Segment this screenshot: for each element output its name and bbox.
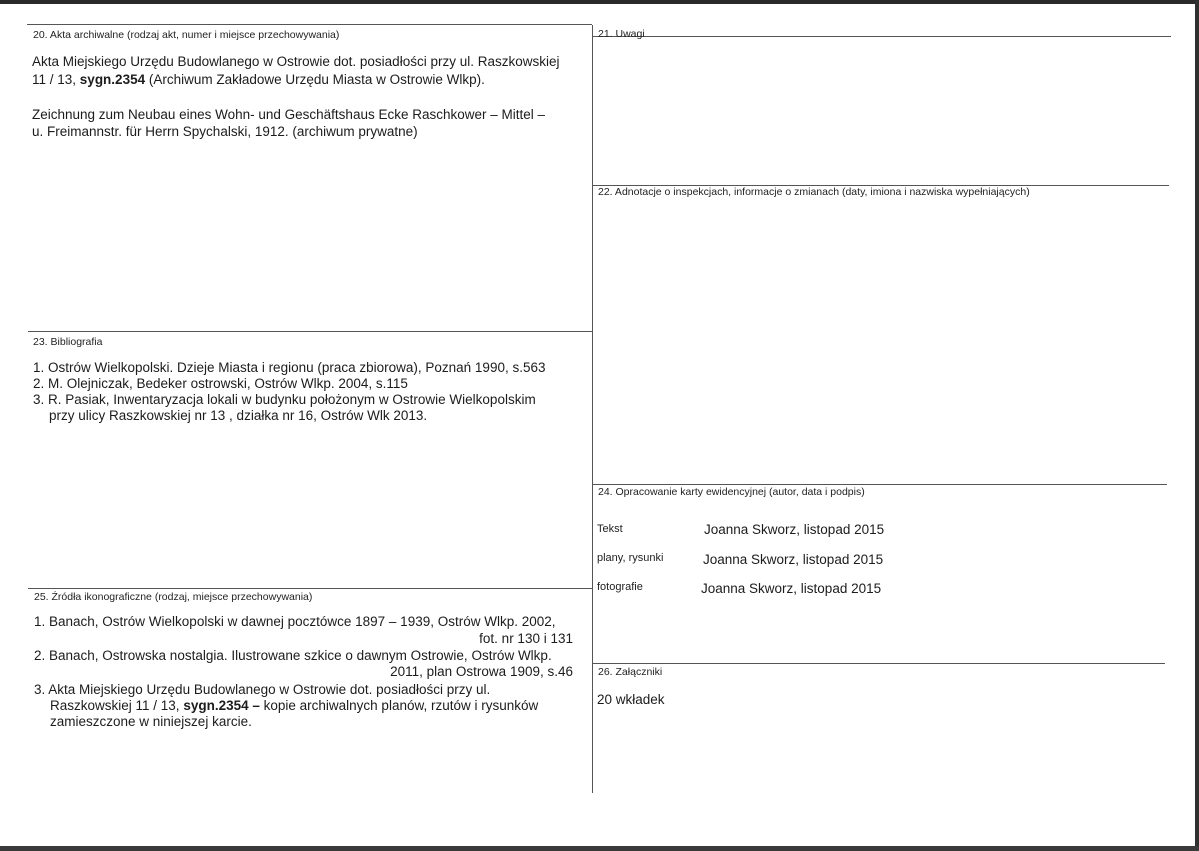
section-22-label: 22. Adnotacje o inspekcjach, informacje o zmianach (daty, imiona i nazwiska wypełniających) <box>598 186 1030 198</box>
section-21-label: 21. Uwagi <box>598 28 645 40</box>
section-20-paragraph-2-line-1: Zeichnung zum Neubau eines Wohn- und Geschäftshaus Ecke Raschkower – Mittel – <box>32 107 546 122</box>
bibliography-item-3: 3. R. Pasiak, Inwentaryzacja lokali w budynku położonym w Ostrowie Wielkopolskim <box>33 392 536 407</box>
iconographic-item-1-line-2: fot. nr 130 i 131 <box>479 631 573 646</box>
column-divider <box>592 25 593 793</box>
section-20-paragraph-1-line-2: 11 / 13, sygn.2354 (Archiwum Zakładowe Urzędu Miasta w Ostrowie Wlkp). <box>32 72 485 87</box>
author-row-key-photos: fotografie <box>597 581 643 593</box>
section-20-paragraph-1-line-1: Akta Miejskiego Urzędu Budowlanego w Ostrowie dot. posiadłości przy ul. Raszkowskiej <box>32 54 560 69</box>
section-20-label: 20. Akta archiwalne (rodzaj akt, numer i miejsce przechowywania) <box>33 29 340 41</box>
scan-top-edge <box>0 0 1199 4</box>
section-26-rule <box>593 663 1165 664</box>
iconographic-item-3-line-3: zamieszczone w niniejszej karcie. <box>50 714 252 729</box>
scan-right-edge <box>1195 0 1199 851</box>
scan-bottom-edge <box>0 846 1199 851</box>
section-23-label: 23. Bibliografia <box>33 336 103 348</box>
iconographic-item-3-line-2: Raszkowskiej 11 / 13, sygn.2354 – kopie archiwalnych planów, rzutów i rysunków <box>50 698 539 713</box>
iconographic-item-1-line-1: 1. Banach, Ostrów Wielkopolski w dawnej pocztówce 1897 – 1939, Ostrów Wlkp. 2002, <box>34 614 556 629</box>
section-20-paragraph-2-line-2: u. Freimannstr. für Herrn Spychalski, 1912. (archiwum prywatne) <box>32 124 418 139</box>
iconographic-item-2-line-1: 2. Banach, Ostrowska nostalgia. Ilustrowane szkice o dawnym Ostrowie, Ostrów Wlkp. <box>34 648 552 663</box>
section-24-rule <box>593 484 1167 485</box>
section-26-label: 26. Załączniki <box>598 666 663 678</box>
iconographic-item-2-line-2: 2011, plan Ostrowa 1909, s.46 <box>390 664 573 679</box>
author-row-value-text: Joanna Skworz, listopad 2015 <box>704 522 885 537</box>
section-25-label: 25. Źródła ikonograficzne (rodzaj, miejsce przechowywania) <box>34 591 313 603</box>
section-25-rule <box>28 588 592 589</box>
bibliography-item-3-continued: przy ulicy Raszkowskiej nr 13 , działka nr 16, Ostrów Wlk 2013. <box>49 408 428 423</box>
section-23-rule <box>28 331 592 332</box>
iconographic-item-3-line-1: 3. Akta Miejskiego Urzędu Budowlanego w Ostrowie dot. posiadłości przy ul. <box>34 682 491 697</box>
bibliography-item-2: 2. M. Olejniczak, Bedeker ostrowski, Ostrów Wlkp. 2004, s.115 <box>33 376 408 391</box>
section-20-rule <box>27 24 592 25</box>
section-21-rule <box>593 36 1171 37</box>
attachments-value: 20 wkładek <box>597 692 665 707</box>
bibliography-item-1: 1. Ostrów Wielkopolski. Dzieje Miasta i regionu (praca zbiorowa), Poznań 1990, s.563 <box>33 360 546 375</box>
author-row-value-plans: Joanna Skworz, listopad 2015 <box>703 552 884 567</box>
author-row-key-text: Tekst <box>597 523 623 535</box>
author-row-key-plans: plany, rysunki <box>597 552 664 564</box>
section-24-label: 24. Opracowanie karty ewidencyjnej (autor, data i podpis) <box>598 486 865 498</box>
author-row-value-photos: Joanna Skworz, listopad 2015 <box>701 581 882 596</box>
